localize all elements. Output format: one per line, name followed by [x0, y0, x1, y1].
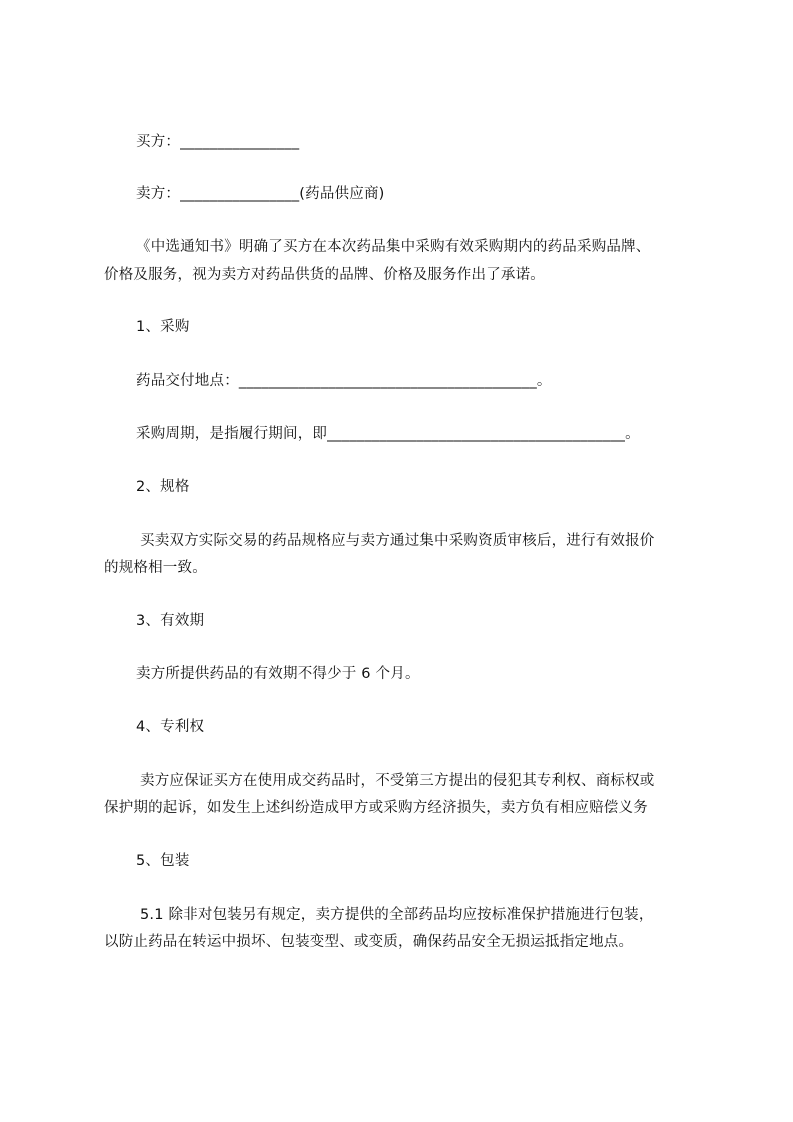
- specification-paragraph-line-1: 买卖双方实际交易的药品规格应与卖方通过集中采购资质审核后，进行有效报价: [140, 533, 655, 549]
- section-heading-specification: 2、规格: [136, 479, 190, 495]
- buyer-field: 买方：________________: [136, 134, 300, 150]
- section-heading-procurement: 1、采购: [136, 319, 190, 335]
- packaging-paragraph-line-1: 5.1 除非对包装另有规定，卖方提供的全部药品均应按标准保护措施进行包装，: [140, 907, 654, 923]
- section-heading-packaging: 5、包装: [136, 853, 190, 869]
- intro-paragraph-line-2: 价格及服务，视为卖方对药品供货的品牌、价格及服务作出了承诺。: [104, 267, 545, 283]
- specification-paragraph-line-2: 的规格相一致。: [104, 560, 207, 576]
- intro-paragraph-line-1: 《中选通知书》明确了买方在本次药品集中采购有效采购期内的药品采购品牌、: [136, 239, 651, 255]
- patent-paragraph-line-2: 保护期的起诉，如发生上述纠纷造成甲方或采购方经济损失，卖方负有相应赔偿义务: [104, 800, 648, 816]
- section-heading-patent: 4、专利权: [136, 719, 205, 735]
- seller-field: 卖方：________________(药品供应商): [136, 186, 385, 202]
- patent-paragraph-line-1: 卖方应保证买方在使用成交药品时，不受第三方提出的侵犯其专利权、商标权或: [140, 773, 655, 789]
- procurement-period-field: 采购周期，是指履行期间，即________________________________________。: [136, 426, 640, 442]
- section-heading-validity: 3、有效期: [136, 613, 205, 629]
- delivery-location-field: 药品交付地点：________________________________________。: [136, 373, 552, 389]
- validity-paragraph: 卖方所提供药品的有效期不得少于 6 个月。: [136, 666, 420, 682]
- packaging-paragraph-line-2: 以防止药品在转运中损坏、包装变型、或变质，确保药品安全无损运抵指定地点。: [104, 934, 634, 950]
